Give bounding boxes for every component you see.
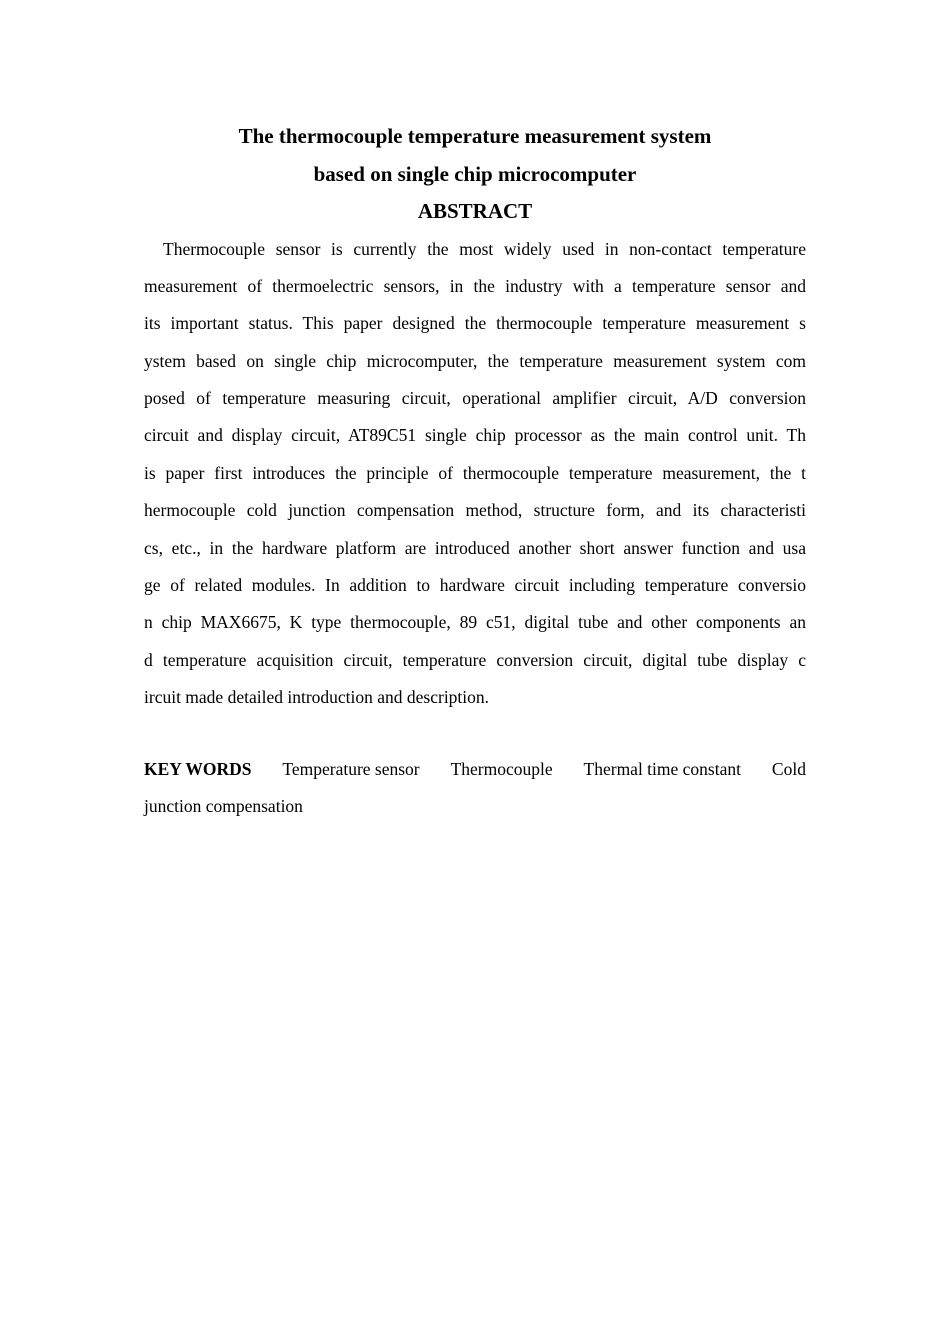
abstract-line: cs, etc., in the hardware platform are introduced another short answer function and usa [144,537,806,558]
keyword-item: Thermal time constant [583,758,741,779]
keywords-line [144,751,806,788]
abstract-line: n chip MAX6675, K type thermocouple, 89 c51, digital tube and other components an [144,612,806,633]
keyword-item: Thermocouple [450,758,553,779]
abstract-line: circuit and display circuit, AT89C51 single chip processor as the main control unit. Th [144,425,806,446]
title-line-2: based on single chip microcomputer [313,161,637,186]
abstract-line: Thermocouple sensor is currently the most widely used in non-contact temperature [163,238,806,259]
keywords-continuation: junction compensation [144,795,303,816]
abstract-line: posed of temperature measuring circuit, operational amplifier circuit, A/D conversion [144,388,806,409]
abstract-body [144,231,806,717]
keyword-item: Cold [771,758,806,779]
abstract-line: hermocouple cold junction compensation method, structure form, and its characteristi [144,500,806,521]
title-line-1: The thermocouple temperature measurement system [238,124,712,148]
abstract-heading: ABSTRACT [417,199,533,223]
keywords-label: KEY WORDS [144,758,252,779]
abstract-line: is paper first introduces the principle of thermocouple temperature measurement, the t [144,462,806,483]
abstract-line: ge of related modules. In addition to hardware circuit including temperature conversio [144,575,806,596]
abstract-line: measurement of thermoelectric sensors, in the industry with a temperature sensor and [144,275,806,296]
abstract-page-content [144,118,806,825]
abstract-line: d temperature acquisition circuit, temperature conversion circuit, digital tube display c [144,649,806,670]
abstract-line: its important status. This paper designed the thermocouple temperature measurement s [144,313,806,334]
abstract-line: ircuit made detailed introduction and description. [144,687,490,708]
abstract-line: ystem based on single chip microcomputer, the temperature measurement system com [144,350,806,371]
keywords-section [144,751,806,826]
keyword-item: Temperature sensor [282,758,420,779]
